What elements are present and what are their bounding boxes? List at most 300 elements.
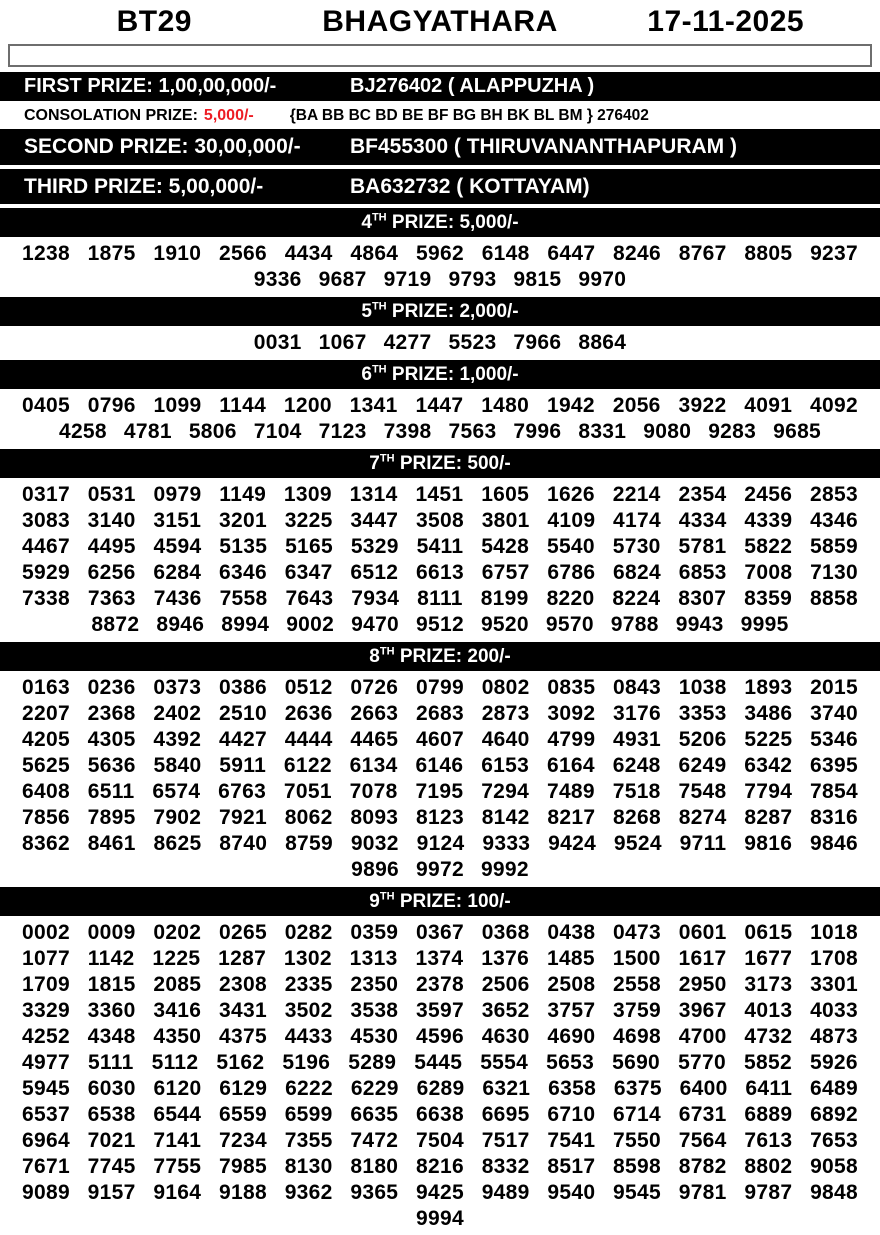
- winning-number: 7008: [744, 561, 793, 584]
- winning-number: 9425: [416, 1181, 464, 1204]
- winning-number: 5329: [350, 535, 399, 558]
- number-row: [22, 727, 858, 753]
- winning-number: 0979: [153, 483, 202, 506]
- winning-number: 4375: [219, 1025, 267, 1048]
- number-row: [22, 534, 858, 560]
- winning-number: 4013: [744, 999, 793, 1022]
- winning-number: 5770: [678, 1051, 726, 1074]
- winning-number: 0601: [678, 921, 727, 944]
- number-row: [22, 560, 858, 586]
- winning-number: 9089: [22, 1181, 70, 1204]
- winning-number: 8216: [416, 1155, 464, 1178]
- prize-section: [0, 887, 880, 1235]
- winning-number: 4334: [678, 509, 727, 532]
- winning-number: 0009: [87, 921, 136, 944]
- winning-number: 1038: [678, 676, 727, 699]
- winning-number: 9237: [810, 242, 858, 265]
- winning-number: 1875: [87, 242, 136, 265]
- winning-number: 5625: [22, 754, 70, 777]
- winning-number: 1149: [219, 483, 267, 506]
- winning-number: 5945: [22, 1077, 70, 1100]
- number-row: [22, 831, 858, 857]
- number-row: [22, 701, 858, 727]
- winning-number: 0512: [284, 676, 333, 699]
- winning-number: 3431: [219, 999, 267, 1022]
- winning-number: 6347: [284, 561, 333, 584]
- winning-number: 0202: [153, 921, 202, 944]
- winning-number: 3922: [678, 394, 727, 417]
- winning-number: 7104: [253, 420, 302, 443]
- winning-number: 2663: [350, 702, 399, 725]
- winning-number: 6537: [22, 1103, 70, 1126]
- winning-number: 2308: [219, 973, 267, 996]
- winning-number: 5690: [612, 1051, 661, 1074]
- winning-number: 9970: [578, 268, 627, 291]
- winning-number: 5840: [153, 754, 202, 777]
- winning-number: 4434: [284, 242, 333, 265]
- winning-number: 0843: [613, 676, 661, 699]
- winning-number: 6375: [613, 1077, 662, 1100]
- winning-number: 2456: [744, 483, 793, 506]
- winning-number: 1708: [810, 947, 858, 970]
- winning-number: 6731: [678, 1103, 727, 1126]
- winning-number: 9994: [416, 1207, 464, 1230]
- winning-number: 6574: [152, 780, 201, 803]
- winning-number: 5206: [678, 728, 727, 751]
- prize-numbers: [0, 328, 880, 359]
- prize-amount-text: PRIZE: 100/-: [394, 890, 511, 912]
- third-prize-winner: BA632732 ( KOTTAYAM): [350, 174, 590, 198]
- winning-number: 9362: [284, 1181, 333, 1204]
- winning-number: 7130: [810, 561, 858, 584]
- winning-number: 8802: [744, 1155, 793, 1178]
- number-row: [22, 267, 858, 293]
- winning-number: 6447: [547, 242, 596, 265]
- winning-number: 9570: [545, 613, 594, 636]
- third-prize-bar: [0, 169, 880, 204]
- winning-number: 4392: [153, 728, 202, 751]
- prize-ordinal-suffix: TH: [379, 452, 395, 465]
- winning-number: 4594: [153, 535, 202, 558]
- winning-number: 1942: [546, 394, 595, 417]
- winning-number: 9157: [87, 1181, 136, 1204]
- winning-number: 6757: [481, 561, 530, 584]
- winning-number: 0473: [613, 921, 661, 944]
- number-row: [22, 586, 858, 612]
- prize-ordinal: 6: [361, 363, 372, 385]
- winning-number: 4467: [22, 535, 70, 558]
- winning-number: 7517: [481, 1129, 530, 1152]
- winning-number: 7653: [810, 1129, 858, 1152]
- winning-number: 8598: [613, 1155, 661, 1178]
- number-row: [22, 1102, 858, 1128]
- winning-number: 9124: [416, 832, 465, 855]
- winning-number: 8111: [417, 587, 463, 610]
- winning-number: 6146: [415, 754, 464, 777]
- winning-number: 6222: [285, 1077, 333, 1100]
- number-row: [22, 753, 858, 779]
- winning-number: 8246: [613, 242, 661, 265]
- winning-number: 3801: [481, 509, 530, 532]
- winning-number: 4732: [744, 1025, 793, 1048]
- winning-number: 8864: [578, 331, 627, 354]
- winning-number: 1142: [87, 947, 135, 970]
- winning-number: 3201: [219, 509, 267, 532]
- number-row: [22, 779, 858, 805]
- winning-number: 7902: [153, 806, 202, 829]
- winning-number: 1480: [481, 394, 530, 417]
- winning-number: 6249: [678, 754, 727, 777]
- second-prize-label: SECOND PRIZE: 30,00,000/-: [24, 135, 301, 158]
- winning-number: 6321: [482, 1077, 531, 1100]
- winning-number: 3486: [744, 702, 793, 725]
- winning-number: 3502: [284, 999, 333, 1022]
- winning-number: 4640: [481, 728, 530, 751]
- winning-number: 9992: [480, 858, 529, 881]
- winning-number: 4781: [123, 420, 172, 443]
- winning-number: 8858: [810, 587, 858, 610]
- prize-section: [0, 208, 880, 296]
- consolation-series: {BA BB BC BD BE BF BG BH BK BL BM } 276402: [289, 107, 649, 124]
- winning-number: 5225: [744, 728, 793, 751]
- winning-number: 9719: [383, 268, 432, 291]
- winning-number: 8217: [547, 806, 596, 829]
- winning-number: 9520: [480, 613, 529, 636]
- winning-number: 5445: [414, 1051, 463, 1074]
- winning-number: 6638: [416, 1103, 464, 1126]
- winning-number: 3538: [350, 999, 399, 1022]
- winning-number: 7854: [810, 780, 858, 803]
- winning-number: 0317: [22, 483, 70, 506]
- winning-number: 0163: [22, 676, 70, 699]
- winning-number: 8062: [284, 806, 333, 829]
- winning-number: 0531: [87, 483, 136, 506]
- winning-number: 6408: [22, 780, 70, 803]
- winning-number: 4530: [350, 1025, 399, 1048]
- number-row: [22, 998, 858, 1024]
- prize-amount-text: PRIZE: 5,000/-: [386, 211, 519, 233]
- prize-section-header: [0, 208, 880, 237]
- winning-number: 8123: [416, 806, 464, 829]
- winning-number: 1225: [152, 947, 201, 970]
- prize-ordinal-suffix: TH: [371, 211, 387, 224]
- winning-number: 8142: [481, 806, 530, 829]
- prize-ordinal-suffix: TH: [379, 645, 395, 658]
- prize-amount-text: PRIZE: 2,000/-: [386, 300, 519, 322]
- winning-number: 2853: [810, 483, 858, 506]
- winning-number: 8199: [480, 587, 529, 610]
- winning-number: 7338: [22, 587, 70, 610]
- number-row: [22, 1076, 858, 1102]
- winning-number: 7398: [383, 420, 432, 443]
- winning-number: 4252: [22, 1025, 70, 1048]
- prize-sections: [0, 208, 880, 1235]
- winning-number: 1018: [810, 921, 858, 944]
- winning-number: 4433: [284, 1025, 333, 1048]
- winning-number: 8362: [22, 832, 70, 855]
- winning-number: 8994: [221, 613, 270, 636]
- number-row: [22, 419, 858, 445]
- winning-number: 1374: [415, 947, 464, 970]
- winning-number: 2506: [481, 973, 530, 996]
- winning-number: 1302: [283, 947, 332, 970]
- winning-number: 0615: [744, 921, 793, 944]
- winning-number: 9512: [416, 613, 464, 636]
- winning-number: 3329: [22, 999, 70, 1022]
- winning-number: 1815: [87, 973, 136, 996]
- winning-number: 6134: [349, 754, 398, 777]
- winning-number: 0002: [22, 921, 70, 944]
- winning-number: 8093: [350, 806, 399, 829]
- first-prize-label: FIRST PRIZE: 1,00,00,000/-: [24, 75, 277, 97]
- winning-number: 9365: [350, 1181, 399, 1204]
- prize-numbers: [0, 391, 880, 448]
- winning-number: 6892: [810, 1103, 858, 1126]
- winning-number: 4607: [416, 728, 464, 751]
- winning-number: 3759: [613, 999, 661, 1022]
- winning-number: 0386: [219, 676, 267, 699]
- winning-number: 8307: [678, 587, 727, 610]
- number-row: [22, 857, 858, 883]
- winning-number: 6256: [87, 561, 136, 584]
- winning-number: 1451: [415, 483, 464, 506]
- winning-number: 3416: [153, 999, 202, 1022]
- winning-number: 5111: [87, 1051, 134, 1074]
- winning-number: 4864: [350, 242, 399, 265]
- winning-number: 9687: [318, 268, 367, 291]
- winning-number: 1605: [481, 483, 530, 506]
- winning-number: 5926: [809, 1051, 858, 1074]
- number-row: [22, 675, 858, 701]
- winning-number: 2214: [612, 483, 661, 506]
- winning-number: 6964: [22, 1129, 70, 1152]
- winning-number: 4305: [87, 728, 136, 751]
- winning-number: 6342: [744, 754, 793, 777]
- winning-number: 4931: [613, 728, 661, 751]
- winning-number: 9333: [482, 832, 531, 855]
- winning-number: 8782: [678, 1155, 727, 1178]
- winning-number: 4348: [87, 1025, 136, 1048]
- winning-number: 8224: [612, 587, 661, 610]
- winning-number: 4690: [547, 1025, 596, 1048]
- winning-number: 7613: [744, 1129, 793, 1152]
- winning-number: 4630: [481, 1025, 530, 1048]
- winning-number: 4495: [87, 535, 136, 558]
- winning-number: 6559: [219, 1103, 267, 1126]
- winning-number: 5428: [481, 535, 530, 558]
- winning-number: 9711: [679, 832, 727, 855]
- winning-number: 4092: [810, 394, 858, 417]
- winning-number: 5822: [744, 535, 793, 558]
- number-row: [22, 1024, 858, 1050]
- prize-section: [0, 297, 880, 359]
- winning-number: 1447: [415, 394, 464, 417]
- winning-number: 5653: [546, 1051, 595, 1074]
- winning-number: 9336: [253, 268, 302, 291]
- winning-number: 7294: [481, 780, 530, 803]
- winning-number: 1200: [283, 394, 332, 417]
- winning-number: 6511: [87, 780, 135, 803]
- winning-number: 8517: [547, 1155, 596, 1178]
- winning-number: 5112: [151, 1051, 199, 1074]
- winning-number: 5162: [216, 1051, 265, 1074]
- winning-number: 6853: [678, 561, 727, 584]
- winning-number: 8740: [219, 832, 268, 855]
- winning-number: 4033: [810, 999, 858, 1022]
- prize-ordinal-suffix: TH: [371, 363, 387, 376]
- winning-number: 3447: [350, 509, 399, 532]
- winning-number: 7472: [350, 1129, 399, 1152]
- winning-number: 6710: [547, 1103, 596, 1126]
- winning-number: 9470: [351, 613, 400, 636]
- winning-number: 0359: [350, 921, 399, 944]
- prize-section-header: [0, 449, 880, 478]
- winning-number: 6635: [350, 1103, 399, 1126]
- winning-number: 7363: [87, 587, 136, 610]
- number-row: [22, 1128, 858, 1154]
- winning-number: 8274: [678, 806, 727, 829]
- prize-amount-text: PRIZE: 1,000/-: [386, 363, 519, 385]
- winning-number: 8805: [744, 242, 793, 265]
- prize-numbers: [0, 239, 880, 296]
- winning-number: 5852: [744, 1051, 792, 1074]
- winning-number: 4258: [58, 420, 107, 443]
- winning-number: 8130: [284, 1155, 333, 1178]
- winning-number: 7745: [87, 1155, 136, 1178]
- winning-number: 1313: [349, 947, 398, 970]
- number-row: [22, 508, 858, 534]
- winning-number: 0726: [350, 676, 399, 699]
- winning-number: 5411: [416, 535, 464, 558]
- winning-number: 7558: [219, 587, 268, 610]
- winning-number: 2558: [613, 973, 661, 996]
- prize-amount-text: PRIZE: 500/-: [394, 452, 511, 474]
- winning-number: 0796: [87, 394, 136, 417]
- winning-number: 0282: [284, 921, 333, 944]
- first-prize-winner: BJ276402 ( ALAPPUZHA ): [350, 75, 595, 97]
- consolation-label: CONSOLATION PRIZE:: [24, 107, 198, 124]
- number-row: [22, 330, 858, 356]
- winning-number: 9545: [613, 1181, 661, 1204]
- winning-number: 1287: [218, 947, 267, 970]
- prize-ordinal: 8: [369, 645, 380, 667]
- number-row: [22, 805, 858, 831]
- winning-number: 3740: [810, 702, 858, 725]
- winning-number: 5289: [348, 1051, 397, 1074]
- winning-number: 9424: [548, 832, 597, 855]
- number-row: [22, 920, 858, 946]
- winning-number: 6889: [744, 1103, 793, 1126]
- winning-number: 9685: [773, 420, 822, 443]
- winning-number: 4339: [744, 509, 793, 532]
- winning-number: 1500: [612, 947, 661, 970]
- winning-number: 6358: [548, 1077, 597, 1100]
- winning-number: 6164: [546, 754, 595, 777]
- second-prize-bar: [0, 129, 880, 165]
- winning-number: 1314: [349, 483, 398, 506]
- winning-number: 5929: [22, 561, 70, 584]
- prize-section-header: [0, 642, 880, 671]
- winning-number: 1077: [22, 947, 70, 970]
- winning-number: 1309: [283, 483, 332, 506]
- winning-number: 0799: [416, 676, 464, 699]
- winning-number: 7234: [219, 1129, 267, 1152]
- winning-number: 4277: [383, 331, 432, 354]
- winning-number: 6248: [612, 754, 661, 777]
- winning-number: 6695: [481, 1103, 530, 1126]
- winning-number: 8759: [285, 832, 333, 855]
- prize-numbers: [0, 673, 880, 886]
- consolation-amount: 5,000/-: [203, 107, 254, 124]
- winning-number: 5135: [219, 535, 268, 558]
- prize-section: [0, 449, 880, 641]
- winning-number: 5523: [448, 331, 497, 354]
- prize-numbers: [0, 480, 880, 641]
- winning-number: 1677: [744, 947, 793, 970]
- winning-number: 7895: [87, 806, 136, 829]
- winning-number: 5540: [546, 535, 595, 558]
- winning-number: 6122: [283, 754, 332, 777]
- number-row: [22, 1154, 858, 1180]
- winning-number: 7996: [513, 420, 562, 443]
- winning-number: 9846: [810, 832, 858, 855]
- winning-number: 2015: [810, 676, 858, 699]
- winning-number: 1626: [546, 483, 595, 506]
- winning-number: 6824: [613, 561, 661, 584]
- winning-number: 6030: [87, 1077, 136, 1100]
- winning-number: 6120: [153, 1077, 202, 1100]
- winning-number: 7643: [285, 587, 334, 610]
- winning-number: 6538: [87, 1103, 136, 1126]
- winning-number: 0405: [22, 394, 70, 417]
- winning-number: 3508: [416, 509, 464, 532]
- winning-number: 8332: [481, 1155, 530, 1178]
- winning-number: 9788: [610, 613, 659, 636]
- winning-number: 9489: [481, 1181, 530, 1204]
- winning-number: 5554: [480, 1051, 529, 1074]
- draw-code: BT29: [116, 5, 192, 38]
- lottery-name: BHAGYATHARA: [322, 5, 558, 38]
- winning-number: 7518: [612, 780, 661, 803]
- winning-number: 7436: [153, 587, 202, 610]
- prize-amount-text: PRIZE: 200/-: [394, 645, 511, 667]
- winning-number: 5781: [678, 535, 727, 558]
- winning-number: 6613: [416, 561, 464, 584]
- winning-number: 4465: [350, 728, 399, 751]
- winning-number: 7934: [351, 587, 400, 610]
- winning-number: 3360: [87, 999, 136, 1022]
- number-row: [22, 972, 858, 998]
- winning-number: 2566: [219, 242, 267, 265]
- winning-number: 1709: [22, 973, 70, 996]
- prize-ordinal: 7: [369, 452, 380, 474]
- winning-number: 6544: [153, 1103, 202, 1126]
- winning-number: 1099: [153, 394, 202, 417]
- winning-number: 5196: [282, 1051, 331, 1074]
- winning-number: 7563: [448, 420, 497, 443]
- winning-number: 8331: [578, 420, 627, 443]
- winning-number: 7078: [349, 780, 398, 803]
- winning-number: 9787: [744, 1181, 793, 1204]
- winning-number: 8287: [744, 806, 793, 829]
- winning-number: 7195: [415, 780, 464, 803]
- winning-number: 7504: [416, 1129, 464, 1152]
- draw-date: 17-11-2025: [647, 5, 805, 38]
- winning-number: 9080: [643, 420, 692, 443]
- winning-number: 7541: [547, 1129, 596, 1152]
- winning-number: 7051: [283, 780, 332, 803]
- winning-number: 2508: [547, 973, 596, 996]
